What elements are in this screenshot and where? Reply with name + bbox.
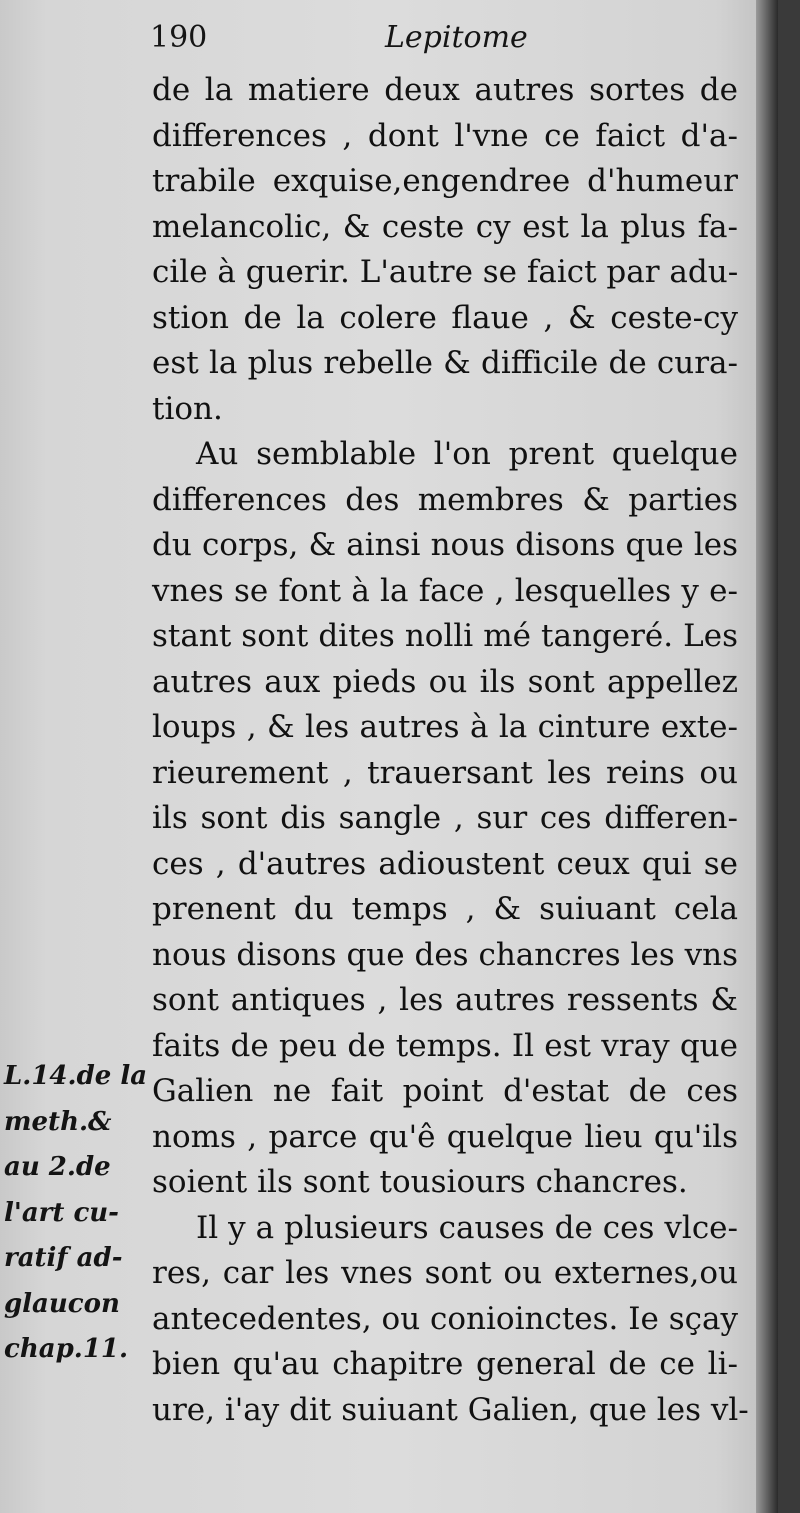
text-line: differences des membres & parties	[152, 481, 738, 518]
text-line: antecedentes, ou conioinctes. Ie sçay	[152, 1300, 738, 1337]
margin-note-line: ratif ad-	[4, 1243, 123, 1273]
page-number: 190	[150, 20, 208, 55]
text-line: faits de peu de temps. Il est vray que	[152, 1027, 738, 1064]
text-line: autres aux pieds ou ils sont appellez	[152, 663, 738, 700]
text-line: de la matiere deux autres sortes de	[152, 72, 738, 108]
text-line: Il y a plusieurs causes de ces vlce-	[196, 1209, 738, 1246]
text-line: sont antiques , les autres ressents &	[152, 982, 738, 1018]
text-line: rieurement , trauersant les reins ou	[152, 754, 738, 791]
page-header	[150, 20, 740, 70]
margin-note-line: L.14.de la	[4, 1061, 148, 1091]
text-line: res, car les vnes sont ou externes,ou	[152, 1255, 738, 1291]
text-line: prenent du temps , & suiuant cela	[152, 891, 738, 927]
text-line: stion de la colere flaue , & ceste-cy	[152, 299, 738, 336]
margin-note	[4, 1054, 150, 1373]
text-line: loups , & les autres à la cinture exte-	[152, 709, 738, 745]
margin-note-line: chap.11.	[4, 1334, 129, 1364]
text-line: melancolic, & ceste cy est la plus fa-	[152, 208, 738, 245]
text-line: nous disons que des chancres les vns	[152, 936, 738, 973]
text-line: tion.	[152, 390, 223, 427]
text-line: trabile exquise,engendree d'humeur	[152, 163, 738, 199]
text-line: ces , d'autres adioustent ceux qui se	[152, 845, 738, 882]
text-line: differences , dont l'vne ce faict d'a-	[152, 117, 738, 154]
text-line: est la plus rebelle & difficile de cura-	[152, 345, 738, 381]
text-line: Galien ne fait point d'estat de ces	[152, 1073, 738, 1109]
margin-note-line: glaucon	[4, 1288, 120, 1319]
text-line: noms , parce qu'ê quelque lieu qu'ils	[152, 1118, 738, 1155]
text-line: ils sont dis sangle , sur ces differen-	[152, 800, 738, 836]
running-head: Lepitome	[385, 20, 528, 55]
text-line: soient ils sont tousiours chancres.	[152, 1164, 688, 1200]
page-edge-shadow	[756, 0, 778, 1513]
text-line: stant sont dites nolli mé tangeré. Les	[152, 618, 738, 654]
text-line: ure, i'ay dit suiuant Galien, que les vl-	[152, 1391, 749, 1428]
text-line: vnes se font à la face , lesquelles y e-	[152, 572, 738, 609]
text-line: du corps, & ainsi nous disons que les	[152, 527, 738, 563]
margin-note-line: au 2.de	[4, 1152, 111, 1182]
text-line: bien qu'au chapitre general de ce li-	[152, 1346, 738, 1382]
margin-note-line: l'art cu-	[4, 1197, 119, 1228]
text-line: cile à guerir. L'autre se faict par adu-	[152, 254, 739, 290]
margin-note-line: meth.&	[4, 1106, 112, 1137]
body-text	[152, 68, 749, 1433]
text-line: Au semblable l'on prent quelque	[196, 436, 738, 472]
